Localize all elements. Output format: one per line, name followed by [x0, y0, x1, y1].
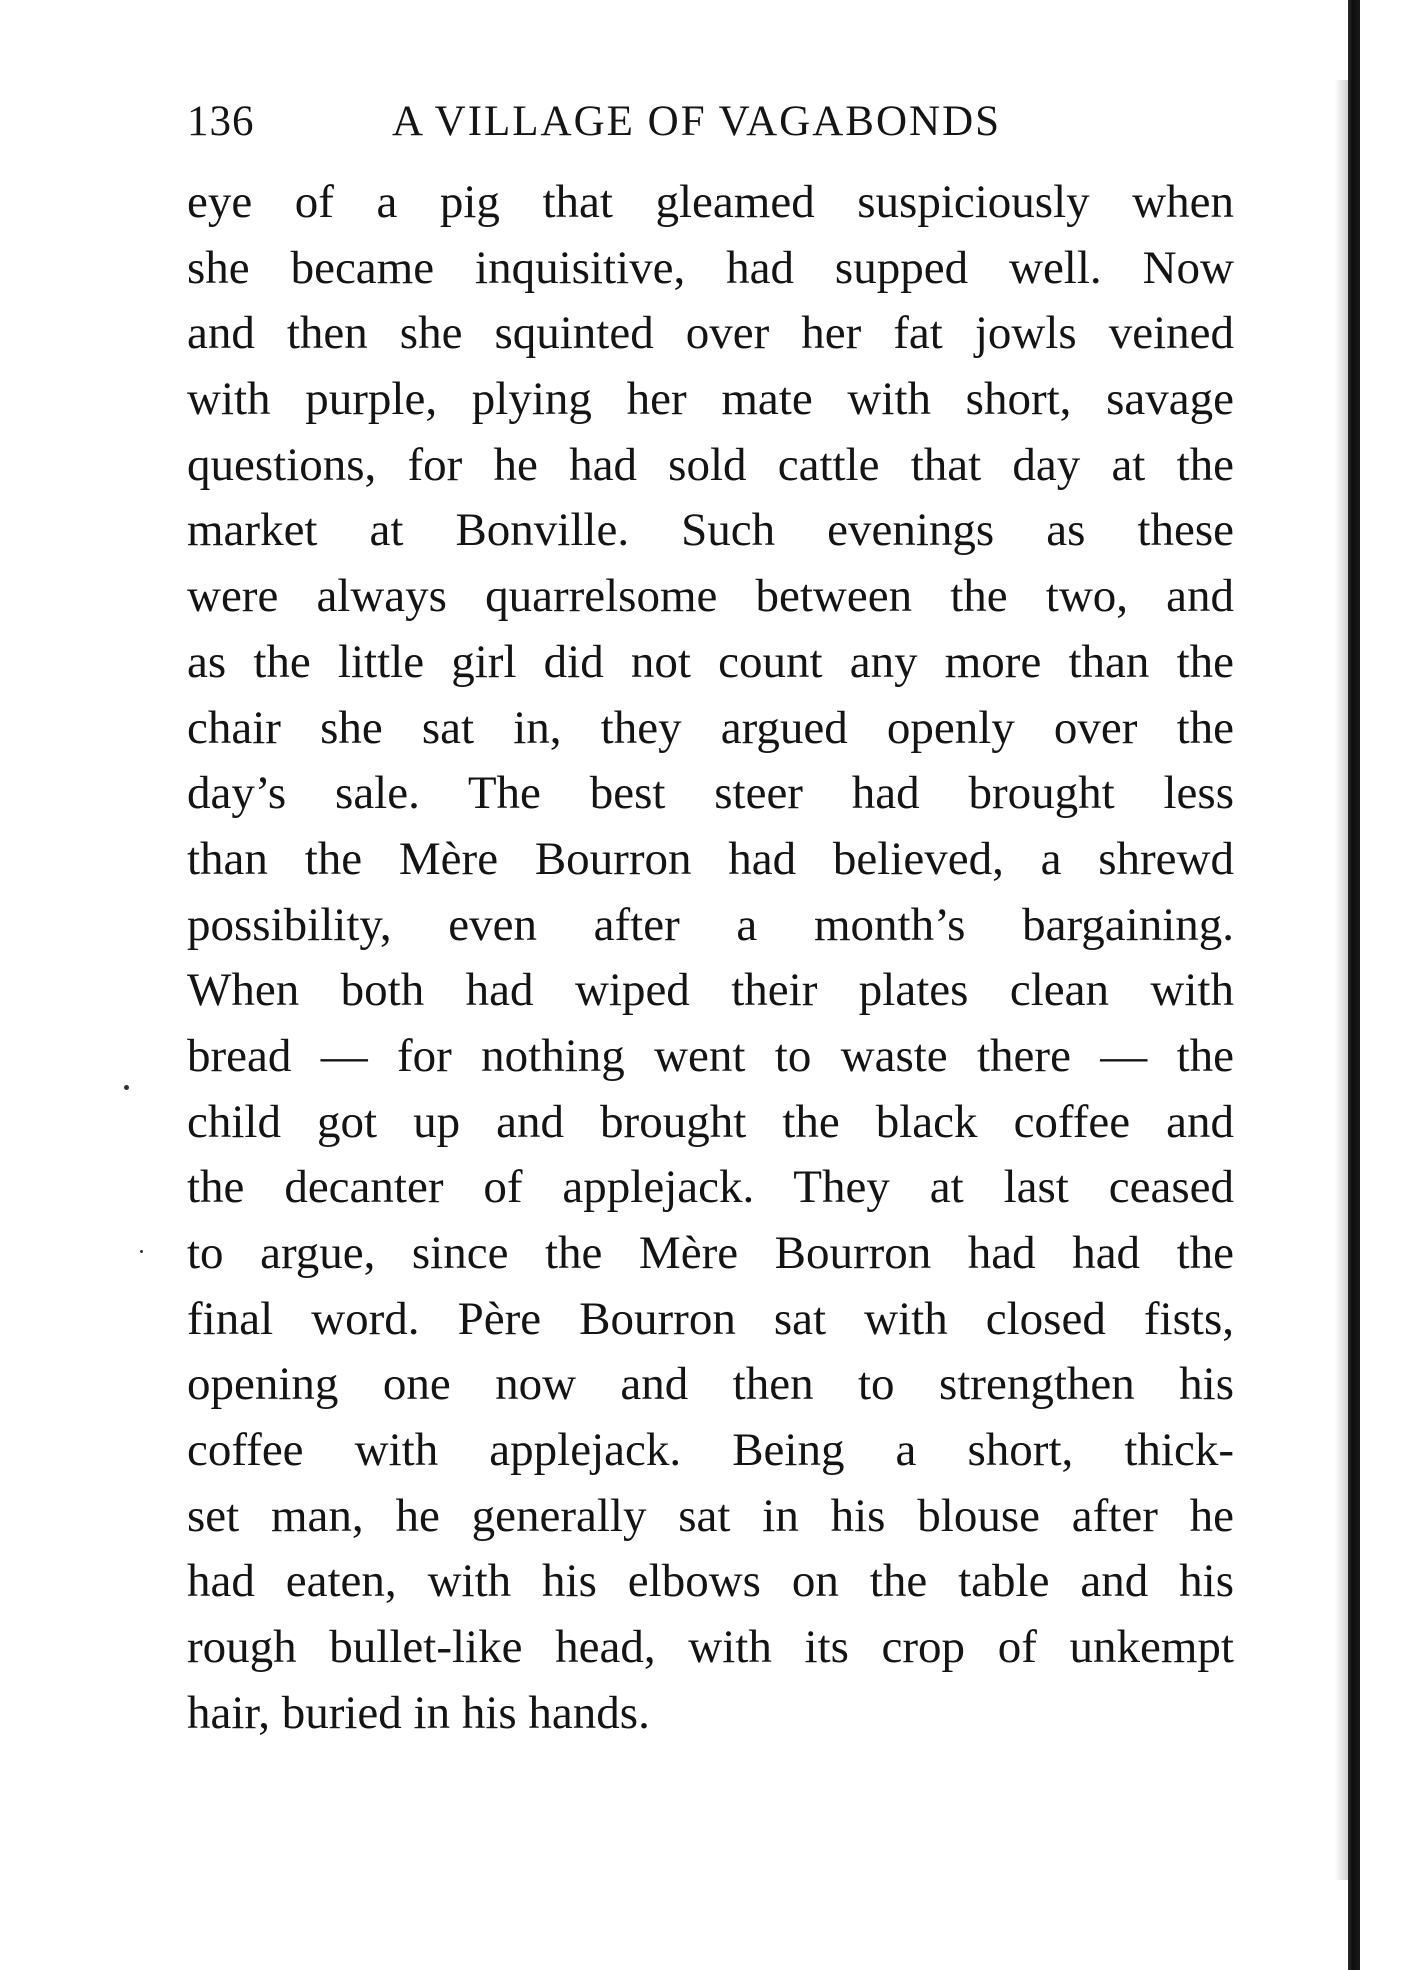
text-line: with purple, plying her mate with short, savage	[187, 373, 1234, 426]
text-line: had eaten, with his elbows on the table and his	[187, 1555, 1234, 1608]
text-line: child got up and brought the black coffee and	[187, 1095, 1234, 1148]
text-line: hair, buried in his hands.	[187, 1686, 650, 1739]
text-line: market at Bonville. Such evenings as these	[187, 504, 1234, 557]
text-line: eye of a pig that gleamed suspiciously when	[187, 176, 1234, 228]
page-number: 136	[187, 98, 255, 145]
text-line: day’s sale. The best steer had brought less	[187, 767, 1234, 820]
text-line: rough bullet-like head, with its crop of unkempt	[187, 1621, 1234, 1674]
text-line: chair she sat in, they argued openly over the	[187, 701, 1234, 754]
text-line: When both had wiped their plates clean with	[187, 964, 1234, 1017]
running-head	[187, 92, 1037, 152]
ink-speck	[124, 1085, 129, 1090]
binding-shadow	[1335, 80, 1348, 1880]
text-line: and then she squinted over her fat jowls veined	[187, 307, 1234, 360]
text-line: questions, for he had sold cattle that day at the	[187, 438, 1234, 491]
text-line: the decanter of applejack. They at last ceased	[187, 1161, 1234, 1214]
text-line: set man, he generally sat in his blouse after he	[187, 1489, 1234, 1542]
running-title: A VILLAGE OF VAGABONDS	[392, 98, 1002, 145]
text-line: coffee with applejack. Being a short, thick-	[187, 1424, 1234, 1477]
text-line: than the Mère Bourron had believed, a shrewd	[187, 832, 1234, 885]
text-line: she became inquisitive, had supped well. Now	[187, 241, 1234, 294]
text-line: as the little girl did not count any more than the	[187, 635, 1234, 688]
body-text	[187, 170, 1234, 1747]
text-line: opening one now and then to strengthen his	[187, 1358, 1234, 1411]
binding-edge	[1348, 0, 1360, 1970]
text-line: to argue, since the Mère Bourron had had the	[187, 1227, 1234, 1279]
text-line: bread — for nothing went to waste there — the	[187, 1029, 1234, 1082]
ink-speck	[140, 1250, 143, 1253]
text-line: possibility, even after a month’s bargaining.	[187, 898, 1234, 951]
text-line: final word. Père Bourron sat with closed fists,	[187, 1292, 1234, 1345]
text-line: were always quarrelsome between the two, and	[187, 570, 1234, 623]
